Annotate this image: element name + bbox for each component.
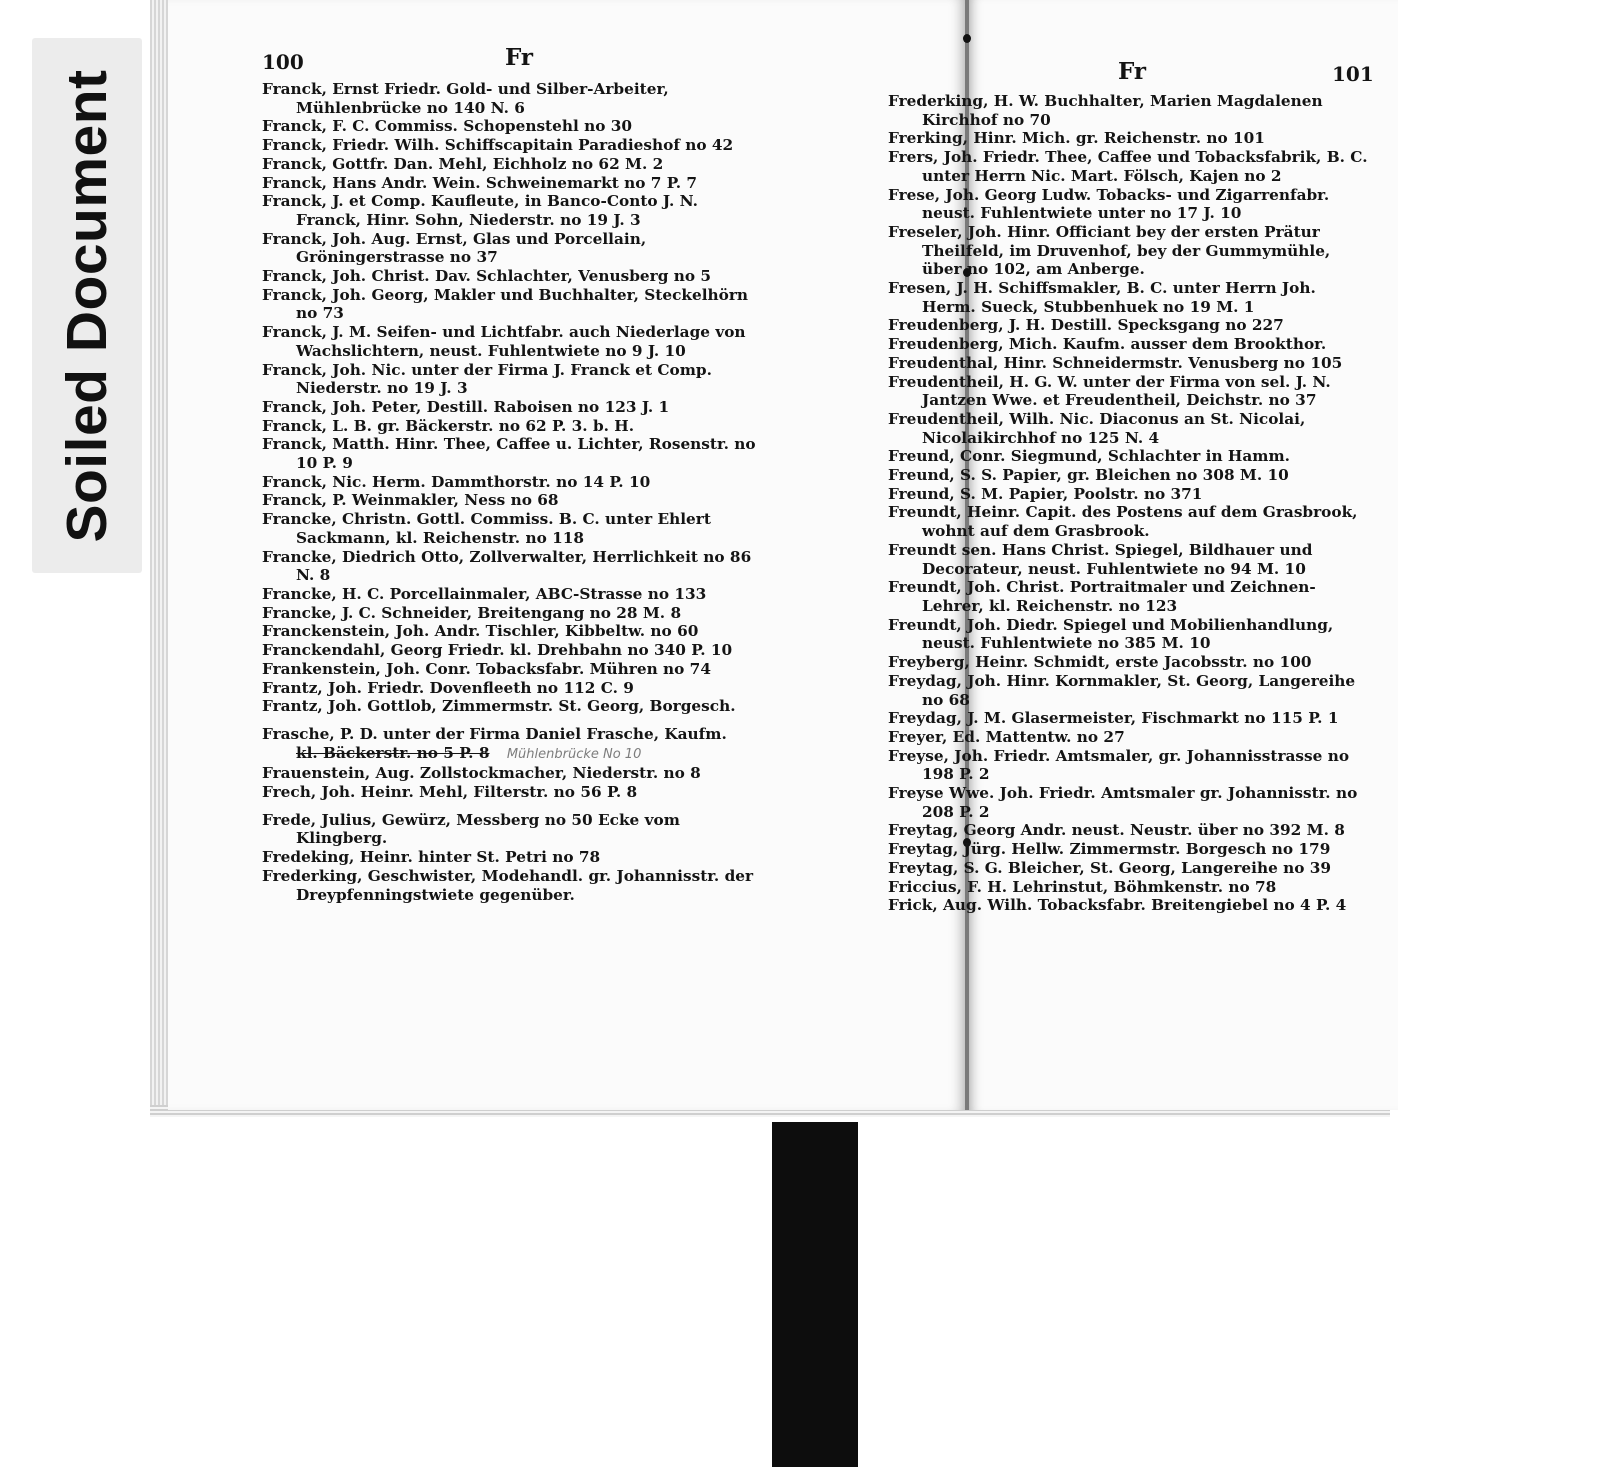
directory-entry: Freyberg, Heinr. Schmidt, erste Jacobsstr. no 100	[888, 653, 1312, 672]
directory-entry: Franck, Joh. Peter, Destill. Raboisen no 123 J. 1	[262, 397, 670, 416]
directory-entry: Franck, Nic. Herm. Dammthorstr. no 14 P. 10	[262, 472, 651, 491]
directory-entry: Freund, Conr. Siegmund, Schlachter in Hamm.	[888, 447, 1290, 466]
directory-entry: Frauenstein, Aug. Zollstockmacher, Niederstr. no 8	[262, 764, 701, 783]
directory-entry: Friccius, F. H. Lehrinstut, Böhmkenstr. no 78	[888, 877, 1277, 896]
directory-entry: Franck, Matth. Hinr. Thee, Caffee u. Lichter, Rosenstr. no 10 P. 9	[262, 435, 756, 473]
directory-entry: Franckenstein, Joh. Andr. Tischler, Kibbeltw. no 60	[262, 622, 699, 641]
directory-entry: Franck, L. B. gr. Bäckerstr. no 62 P. 3. b. H.	[262, 416, 635, 435]
directory-entry: Freund, S. S. Papier, gr. Bleichen no 308 M. 10	[888, 466, 1289, 485]
directory-entry: Franck, J. et Comp. Kaufleute, in Banco-Conto J. N. Franck, Hinr. Sohn, Niederstr. no 19 J. 3	[262, 192, 698, 229]
directory-entry: Freudenberg, J. H. Destill. Specksgang no 227	[888, 316, 1284, 335]
directory-entry: Freudentheil, H. G. W. unter der Firma von sel. J. N. Jantzen Wwe. et Freudentheil, Deichstr. no 37	[888, 372, 1331, 410]
soiled-document-label: Soiled Document	[55, 69, 119, 543]
directory-entry: Freundt sen. Hans Christ. Spiegel, Bildhauer und Decorateur, neust. Fuhlentwiete no 94 M. 10	[888, 540, 1313, 578]
directory-entry: Freydag, J. M. Glasermeister, Fischmarkt no 115 P. 1	[888, 709, 1339, 728]
directory-entry: Frese, Joh. Georg Ludw. Tobacks- und Zigarrenfabr. neust. Fuhlentwiete unter no 17 J. 10	[888, 185, 1330, 223]
directory-entry-annotated	[262, 725, 762, 764]
directory-entry: Francke, Diedrich Otto, Zollverwalter, Herrlichkeit no 86 N. 8	[262, 547, 752, 585]
directory-entry: Frantz, Joh. Gottlob, Zimmermstr. St. Georg, Borgesch.	[262, 697, 736, 716]
directory-entry: Franck, Joh. Nic. unter der Firma J. Franck et Comp. Niederstr. no 19 J. 3	[262, 360, 712, 398]
directory-entry: Freyer, Ed. Mattentw. no 27	[888, 727, 1125, 746]
directory-entry: Freund, S. M. Papier, Poolstr. no 371	[888, 484, 1203, 503]
left-page-number: 100	[262, 50, 304, 74]
handwritten-correction: Mühlenbrücke No 10	[506, 746, 642, 762]
directory-entry: Frick, Aug. Wilh. Tobacksfabr. Breitengiebel no 4 P. 4	[888, 896, 1347, 915]
directory-entry: Freseler, Joh. Hinr. Officiant bey der ersten Prätur Theilfeld, im Druvenhof, bey der Gummymühle, über no 102, am Anberge.	[888, 222, 1331, 279]
right-entries	[888, 92, 1374, 915]
entry-text: Frasche, P. D. unter der Firma Daniel Frasche, Kaufm.	[262, 724, 727, 743]
struck-address: kl. Bäckerstr. no 5 P. 8	[296, 743, 490, 762]
directory-entry: Freytag, S. G. Bleicher, St. Georg, Langereihe no 39	[888, 858, 1332, 877]
directory-entry: Freytag, Georg Andr. neust. Neustr. über no 392 M. 8	[888, 821, 1345, 840]
directory-entry: Frede, Julius, Gewürz, Messberg no 50 Ecke vom Klingberg.	[262, 810, 680, 848]
directory-entry: Fresen, J. H. Schiffsmakler, B. C. unter Herrn Joh. Herm. Sueck, Stubbenhuek no 19 M. 1	[888, 279, 1316, 316]
directory-entry: Francke, H. C. Porcellainmaler, ABC-Strasse no 133	[262, 584, 707, 603]
directory-entry: Freundt, Joh. Christ. Portraitmaler und Zeichnen-Lehrer, kl. Reichenstr. no 123	[888, 578, 1316, 615]
directory-entry: Frers, Joh. Friedr. Thee, Caffee und Tobacksfabrik, B. C. unter Herrn Nic. Mart. Fölsch, Kajen no 2	[888, 148, 1368, 185]
directory-entry: Freyse, Joh. Friedr. Amtsmaler, gr. Johannisstrasse no 198 P. 2	[888, 746, 1350, 784]
directory-entry: Frankenstein, Joh. Conr. Tobacksfabr. Mühren no 74	[262, 659, 711, 678]
directory-entry: Franck, J. M. Seifen- und Lichtfabr. auch Niederlage von Wachslichtern, neust. Fuhlentwiete no 9 J. 10	[262, 323, 746, 360]
directory-entry: Franck, Joh. Georg, Makler und Buchhalter, Steckelhörn no 73	[262, 285, 749, 323]
directory-entry: Freydag, Joh. Hinr. Kornmakler, St. Georg, Langereihe no 68	[888, 671, 1356, 709]
directory-entry: Franck, Gottfr. Dan. Mehl, Eichholz no 62 M. 2	[262, 154, 664, 173]
directory-entry: Franck, P. Weinmakler, Ness no 68	[262, 491, 559, 510]
directory-entry: Freytag, Jürg. Hellw. Zimmermstr. Borgesch no 179	[888, 840, 1331, 859]
directory-entry: Freudenthal, Hinr. Schneidermstr. Venusberg no 105	[888, 353, 1343, 372]
directory-entry: Franck, Joh. Christ. Dav. Schlachter, Venusberg no 5	[262, 267, 712, 286]
left-running-head: Fr	[505, 44, 534, 71]
gutter-mark	[963, 34, 971, 43]
left-entries	[262, 80, 762, 904]
directory-entry: Freundt, Heinr. Capit. des Postens auf dem Grasbrook, wohnt auf dem Grasbrook.	[888, 503, 1358, 541]
directory-entry: Frantz, Joh. Friedr. Dovenfleeth no 112 C. 9	[262, 678, 634, 697]
right-page-number: 101	[1332, 62, 1374, 86]
directory-entry: Franck, Ernst Friedr. Gold- und Silber-Arbeiter, Mühlenbrücke no 140 N. 6	[262, 80, 669, 117]
directory-entry: Fredeking, Heinr. hinter St. Petri no 78	[262, 848, 601, 867]
directory-entry: Francke, J. C. Schneider, Breitengang no 28 M. 8	[262, 603, 682, 622]
directory-entry: Francke, Christn. Gottl. Commiss. B. C. unter Ehlert Sackmann, kl. Reichenstr. no 118	[262, 510, 711, 547]
directory-entry: Franck, Hans Andr. Wein. Schweinemarkt no 7 P. 7	[262, 173, 697, 192]
bookmark-ribbon	[772, 1122, 858, 1467]
directory-entry: Franck, Joh. Aug. Ernst, Glas und Porcellain, Gröningerstrasse no 37	[262, 229, 647, 267]
directory-entry: Frech, Joh. Heinr. Mehl, Filterstr. no 56 P. 8	[262, 783, 638, 802]
directory-entry: Franckendahl, Georg Friedr. kl. Drehbahn no 340 P. 10	[262, 641, 733, 660]
directory-entry: Freyse Wwe. Joh. Friedr. Amtsmaler gr. Johannisstr. no 208 P. 2	[888, 784, 1358, 821]
directory-entry: Frerking, Hinr. Mich. gr. Reichenstr. no 101	[888, 129, 1265, 148]
directory-entry: Freundt, Joh. Diedr. Spiegel und Mobilienhandlung, neust. Fuhlentwiete no 385 M. 10	[888, 615, 1334, 653]
right-running-head: Fr	[1118, 58, 1147, 85]
directory-entry: Freudentheil, Wilh. Nic. Diaconus an St. Nicolai, Nicolaikirchhof no 125 N. 4	[888, 409, 1306, 447]
directory-entry: Franck, Friedr. Wilh. Schiffscapitain Paradieshof no 42	[262, 136, 734, 155]
directory-entry: Frederking, H. W. Buchhalter, Marien Magdalenen Kirchhof no 70	[888, 92, 1323, 129]
directory-entry: Frederking, Geschwister, Modehandl. gr. Johannisstr. der Dreypfenningstwiete gegenüber.	[262, 866, 754, 904]
directory-entry: Franck, F. C. Commiss. Schopenstehl no 30	[262, 117, 633, 136]
directory-entry: Freudenberg, Mich. Kaufm. ausser dem Brookthor.	[888, 335, 1327, 354]
